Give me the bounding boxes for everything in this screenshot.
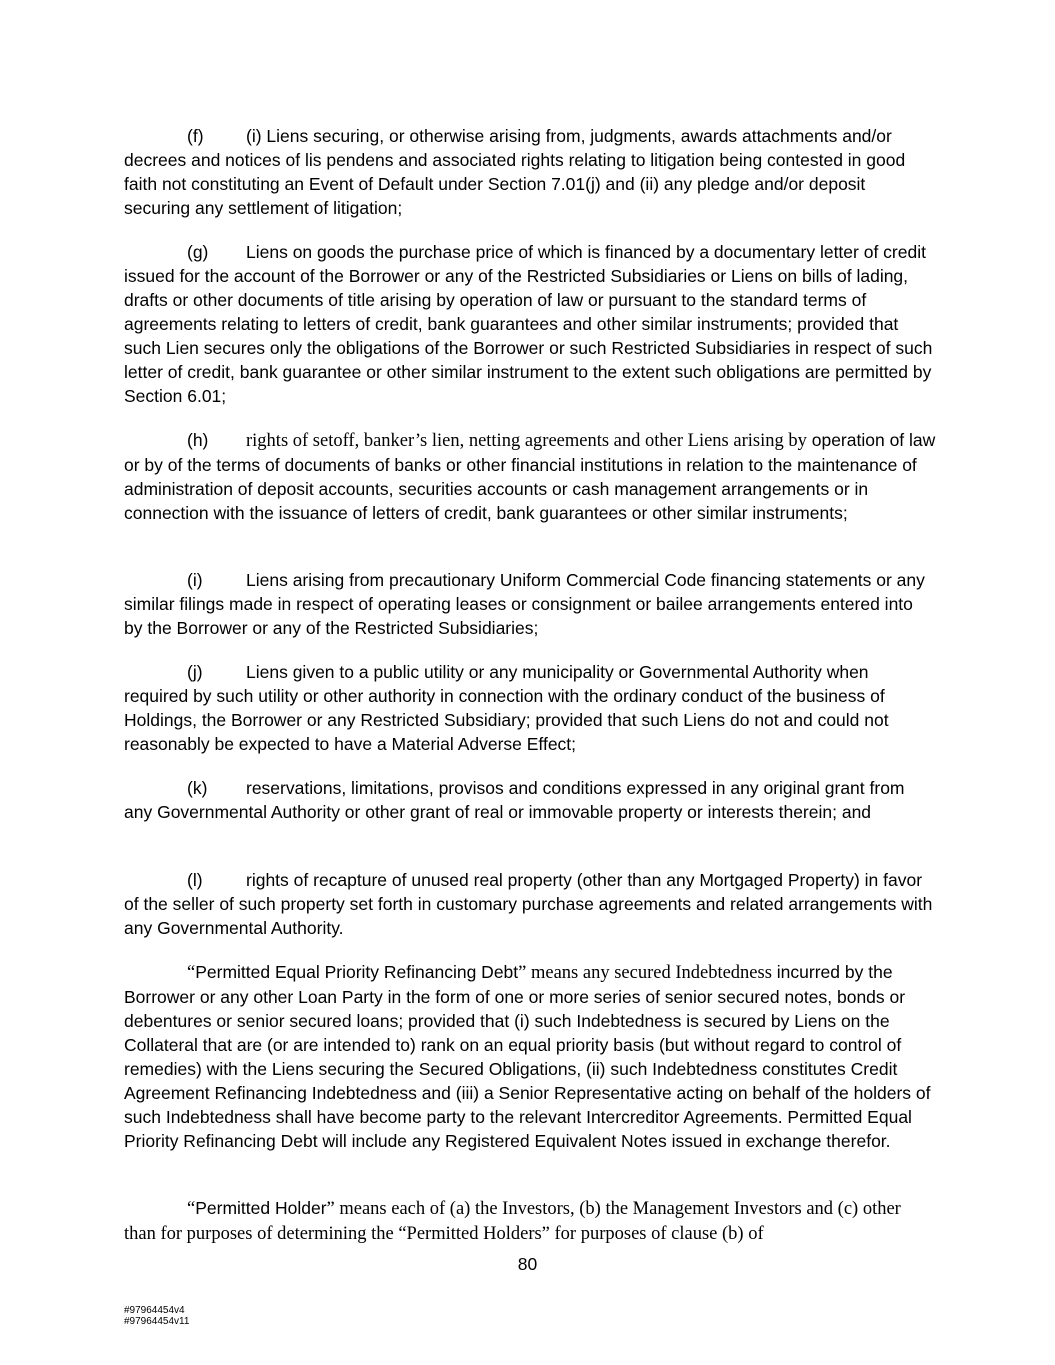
clause-label: (i) (187, 570, 203, 590)
paragraph-i (124, 568, 936, 640)
clause-label: (j) (187, 662, 203, 682)
paragraph-j (124, 660, 936, 756)
clause-label: (k) (187, 778, 208, 798)
open-quote: “ (187, 1199, 196, 1219)
paragraph-g (124, 240, 936, 408)
clause-text: Liens arising from precautionary Uniform Commercial Code financing statements or any similar filings made in respect of operating leases or consignment or bailee arrangements entered into by the Borrower or any of the Restricted Subsidiaries; (124, 570, 925, 638)
defined-term: Permitted Holder (195, 1198, 327, 1218)
clause-label: (g) (187, 242, 209, 262)
definition-permitted-holder (124, 1196, 936, 1246)
definition-lead: ” means any secured Indebtedness (518, 963, 772, 983)
page-number: 80 (517, 1254, 538, 1274)
clause-label: (h) (187, 430, 209, 450)
clause-text: reservations, limitations, provisos and conditions expressed in any original grant from any Governmental Authority or other grant of real or immovable property or interests therein; and (124, 778, 905, 822)
defined-term: Permitted Equal Priority Refinancing Debt (195, 962, 519, 982)
paragraph-f (124, 124, 936, 220)
clause-text: (i) Liens securing, or otherwise arising from, judgments, awards attachments and/or decrees and notices of lis pendens and associated rights relating to litigation being contested in good faith not constituting an Event of Default under Section 7.01(j) and (ii) any pledge and/or deposit securing any settlement of litigation; (124, 126, 906, 218)
paragraph-k (124, 776, 936, 824)
clause-text: operation of law or by of the terms of documents of banks or other financial institutions in relation to the maintenance of administration of deposit accounts, securities accounts or cash management arrangements or in connection with the issuance of letters of credit, bank guarantees or other similar instruments; (124, 430, 936, 523)
clause-text: Liens on goods the purchase price of which is financed by a documentary letter of credit issued for the account of the Borrower or any of the Restricted Subsidiaries or Liens on bills of lading, drafts or other documents of title arising by operation of law or pursuant to the standard terms of agreements relating to letters of credit, bank guarantees and other similar instruments; provided that such Lien secures only the obligations of the Borrower or such Restricted Subsidiaries in respect of such letter of credit, bank guarantee or other similar instrument to the extent such obligations are permitted by Section 6.01; (124, 242, 933, 406)
clause-label: (l) (187, 870, 203, 890)
definition-text: incurred by the Borrower or any other Loan Party in the form of one or more series of senior secured notes, bonds or debentures or senior secured loans; provided that (i) such Indebtedness is secured by Liens on the Collateral that are (or are intended to) rank on an equal priority basis (but without regard to control of remedies) with the Liens securing the Secured Obligations, (ii) such Indebtedness constitutes Credit Agreement Refinancing Indebtedness and (iii) a Senior Representative acting on behalf of the holders of such Indebtedness shall have become party to the relevant Intercreditor Agreements. Permitted Equal Priority Refinancing Debt will include any Registered Equivalent Notes issued in exchange therefor. (124, 962, 931, 1151)
definition-permitted-equal-priority-refinancing-debt (124, 960, 936, 1153)
clause-text-serif: rights of setoff, banker’s lien, netting agreements and other Liens arising by (246, 431, 807, 451)
paragraph-h (124, 428, 936, 525)
definition-text-serif: ” means each of (a) the Investors, (b) the Management Investors and (c) other than for purposes of determining the “Permitted Holders” for purposes of clause (b) of (124, 1199, 901, 1244)
document-id: #97964454v4 (124, 1305, 185, 1316)
paragraph-l (124, 868, 936, 940)
open-quote: “ (187, 963, 196, 983)
document-id: #97964454v11 (124, 1316, 190, 1327)
clause-text: rights of recapture of unused real property (other than any Mortgaged Property) in favor of the seller of such property set forth in customary purchase agreements and related arrangements with any Governmental Authority. (124, 870, 933, 938)
clause-text: Liens given to a public utility or any municipality or Governmental Authority when required by such utility or other authority in connection with the ordinary conduct of the business of Holdings, the Borrower or any Restricted Subsidiary; provided that such Liens do not and could not reasonably be expected to have a Material Adverse Effect; (124, 662, 889, 754)
clause-label: (f) (187, 126, 204, 146)
